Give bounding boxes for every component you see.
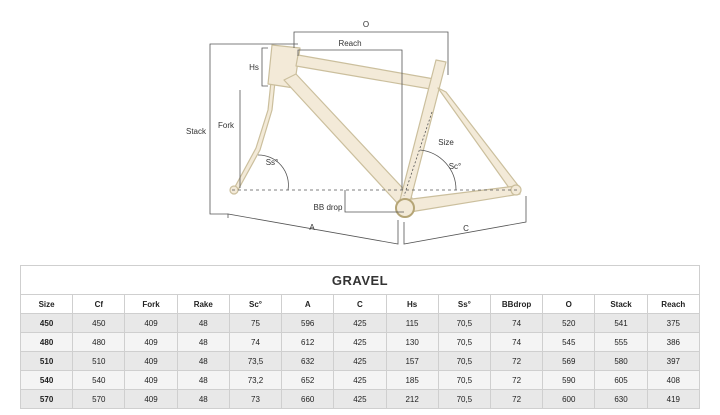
- top-tube: [296, 55, 440, 90]
- table-row: [21, 371, 700, 390]
- table-row: [21, 333, 700, 352]
- bottom-bracket: [396, 199, 414, 217]
- table-cell: 450: [21, 314, 73, 333]
- table-cell: 409: [125, 352, 177, 371]
- column-header: Ss°: [438, 295, 490, 314]
- table-header-row: [21, 295, 700, 314]
- table-cell: 520: [543, 314, 595, 333]
- table-cell: 48: [177, 314, 229, 333]
- label-hs: Hs: [249, 63, 259, 72]
- table-cell: 409: [125, 371, 177, 390]
- table-cell: 510: [73, 352, 125, 371]
- table-cell: 569: [543, 352, 595, 371]
- table-cell: 541: [595, 314, 647, 333]
- table-cell: 409: [125, 314, 177, 333]
- table-cell: 425: [334, 352, 386, 371]
- table-cell: 115: [386, 314, 438, 333]
- table-cell: 632: [282, 352, 334, 371]
- table-row: [21, 390, 700, 409]
- table-cell: 425: [334, 333, 386, 352]
- table-cell: 425: [334, 371, 386, 390]
- table-cell: 74: [229, 333, 281, 352]
- label-stack: Stack: [185, 127, 207, 136]
- table-cell: 408: [647, 371, 699, 390]
- table-cell: 409: [125, 390, 177, 409]
- table-cell: 70,5: [438, 352, 490, 371]
- table-cell: 70,5: [438, 333, 490, 352]
- table-row: [21, 352, 700, 371]
- bike-frame-illustration: [230, 45, 521, 217]
- table-cell: 397: [647, 352, 699, 371]
- table-cell: 386: [647, 333, 699, 352]
- column-header: Size: [21, 295, 73, 314]
- label-fork: Fork: [218, 121, 234, 130]
- table-cell: 74: [490, 333, 542, 352]
- table-cell: 660: [282, 390, 334, 409]
- table-cell: 48: [177, 390, 229, 409]
- table-cell: 555: [595, 333, 647, 352]
- table-cell: 185: [386, 371, 438, 390]
- table-cell: 212: [386, 390, 438, 409]
- column-header: Stack: [595, 295, 647, 314]
- table-cell: 600: [543, 390, 595, 409]
- table-cell: 652: [282, 371, 334, 390]
- table-cell: 540: [73, 371, 125, 390]
- table-cell: 570: [21, 390, 73, 409]
- table-cell: 73,2: [229, 371, 281, 390]
- column-header: Fork: [125, 295, 177, 314]
- table-cell: 48: [177, 352, 229, 371]
- table-cell: 48: [177, 371, 229, 390]
- table-body: [21, 314, 700, 409]
- column-header: Cf: [73, 295, 125, 314]
- table-cell: 375: [647, 314, 699, 333]
- label-bb-drop: BB drop: [313, 203, 343, 212]
- table-cell: 605: [595, 371, 647, 390]
- table-title: GRAVEL: [21, 266, 700, 295]
- geometry-table: [20, 265, 700, 409]
- label-ss-angle: Ss°: [265, 158, 279, 167]
- column-header: A: [282, 295, 334, 314]
- column-header: O: [543, 295, 595, 314]
- table-cell: 72: [490, 371, 542, 390]
- table-cell: 72: [490, 390, 542, 409]
- table-cell: 74: [490, 314, 542, 333]
- hs-dimension: [262, 48, 268, 86]
- label-size: Size: [438, 138, 454, 147]
- table-cell: 450: [73, 314, 125, 333]
- table-cell: 596: [282, 314, 334, 333]
- column-header: Rake: [177, 295, 229, 314]
- table-cell: 580: [595, 352, 647, 371]
- label-reach: Reach: [338, 39, 362, 48]
- down-tube: [284, 74, 412, 206]
- table-cell: 70,5: [438, 314, 490, 333]
- table-cell: 545: [543, 333, 595, 352]
- table-cell: 73: [229, 390, 281, 409]
- table-cell: 130: [386, 333, 438, 352]
- table-cell: 570: [73, 390, 125, 409]
- label-o: O: [362, 20, 370, 29]
- table-cell: 540: [21, 371, 73, 390]
- table-cell: 73,5: [229, 352, 281, 371]
- label-c: C: [463, 224, 469, 233]
- table-cell: 612: [282, 333, 334, 352]
- table-cell: 70,5: [438, 371, 490, 390]
- table-cell: 419: [647, 390, 699, 409]
- column-header: Hs: [386, 295, 438, 314]
- table-cell: 425: [334, 390, 386, 409]
- label-sc-angle: Sc°: [448, 162, 462, 171]
- table-cell: 480: [73, 333, 125, 352]
- column-header: Reach: [647, 295, 699, 314]
- table-cell: 70,5: [438, 390, 490, 409]
- table-cell: 630: [595, 390, 647, 409]
- table-cell: 409: [125, 333, 177, 352]
- column-header: Sc°: [229, 295, 281, 314]
- table-cell: 590: [543, 371, 595, 390]
- column-header: C: [334, 295, 386, 314]
- table-cell: 75: [229, 314, 281, 333]
- label-a: A: [309, 223, 315, 232]
- table-cell: 425: [334, 314, 386, 333]
- table-cell: 157: [386, 352, 438, 371]
- table-cell: 72: [490, 352, 542, 371]
- column-header: BBdrop: [490, 295, 542, 314]
- table-row: [21, 314, 700, 333]
- table-cell: 480: [21, 333, 73, 352]
- fork-blade: [232, 72, 276, 193]
- table-cell: 48: [177, 333, 229, 352]
- table-cell: 510: [21, 352, 73, 371]
